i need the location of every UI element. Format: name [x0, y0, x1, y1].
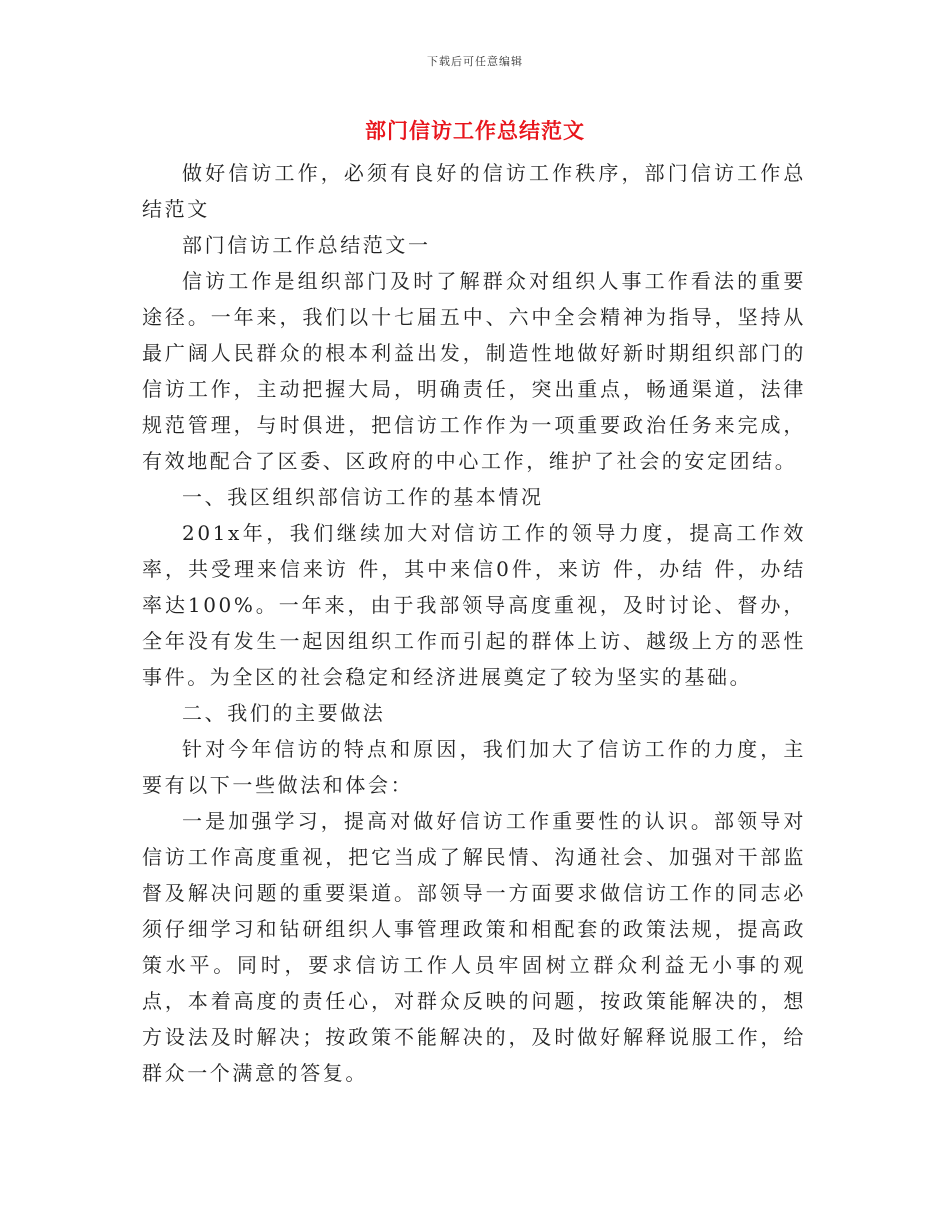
section-heading: 一、我区组织部信访工作的基本情况	[182, 485, 544, 509]
body-paragraph: 一是加强学习，提高对做好信访工作重要性的认识。部领导对信访工作高度重视，把它当成了解民情、沟通社会、加强对干部监督及解决问题的重要渠道。部领导一方面要求做信访工作的同志必须仔细学习和钻研组织人事管理政策和相配套的政策法规，提高政策水平。同时，要求信访工作人员牢固树立群众利益无小事的观点，本着高度的责任心，对群众反映的问题，按政策能解决的，想方设法及时解决；按政策不能解决的，及时做好解释说服工作，给群众一个满意的答复。	[142, 809, 806, 1085]
document-body	[142, 155, 806, 1091]
section-heading: 部门信访工作总结范文一	[182, 233, 431, 257]
section-heading: 二、我们的主要做法	[182, 701, 386, 725]
intro-paragraph: 做好信访工作，必须有良好的信访工作秩序，部门信访工作总结范文	[142, 161, 806, 221]
header-note: 下载后可任意编辑	[427, 55, 523, 68]
document-title: 部门信访工作总结范文	[365, 118, 585, 143]
body-paragraph: 信访工作是组织部门及时了解群众对组织人事工作看法的重要途径。一年来，我们以十七届五中、六中全会精神为指导，坚持从最广阔人民群众的根本利益出发，制造性地做好新时期组织部门的信访工作，主动把握大局，明确责任，突出重点，畅通渠道，法律规范管理，与时俱进，把信访工作作为一项重要政治任务来完成，有效地配合了区委、区政府的中心工作，维护了社会的安定团结。	[142, 269, 806, 473]
body-paragraph: 201x年，我们继续加大对信访工作的领导力度，提高工作效率，共受理来信来访 件，其中来信0件，来访 件，办结 件，办结率达100%。一年来，由于我部领导高度重视，及时讨论、督办，全年没有发生一起因组织工作而引起的群体上访、越级上方的恶性事件。为全区的社会稳定和经济进展奠定了较为坚实的基础。	[142, 521, 806, 689]
body-paragraph: 针对今年信访的特点和原因，我们加大了信访工作的力度，主要有以下一些做法和体会：	[142, 737, 806, 797]
